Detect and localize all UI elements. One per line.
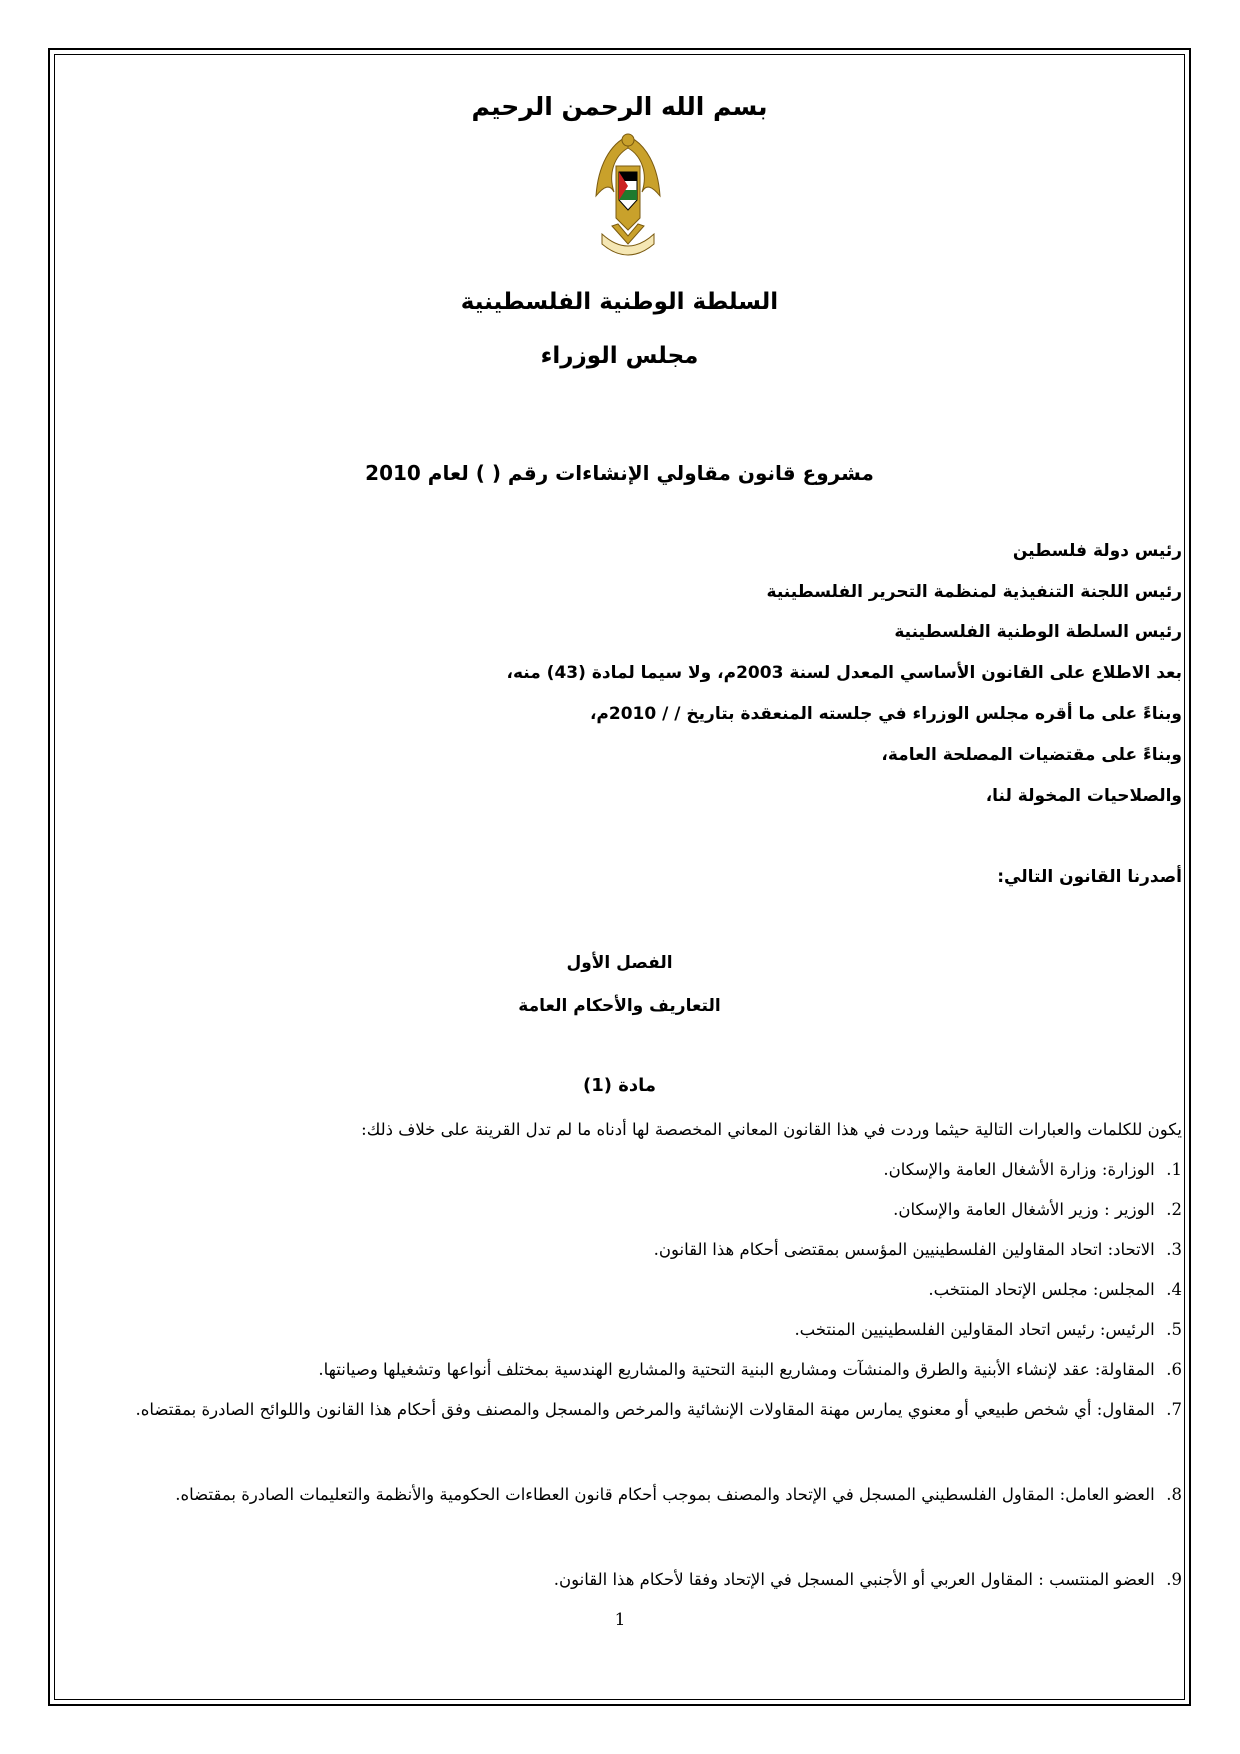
item-number: 4. xyxy=(1166,1280,1182,1299)
preamble-line: والصلاحيات المخولة لنا، xyxy=(985,786,1182,806)
item-text: الرئيس: رئيس اتحاد المقاولين الفلسطينيين المنتخب. xyxy=(794,1320,1155,1339)
basmala: بسم الله الرحمن الرحيم xyxy=(471,92,768,121)
item-text: المقاول: أي شخص طبيعي أو معنوي يمارس مهنة المقاولات الإنشائية والمرخص والمسجل والمصنف وفق أحكام هذا القانون واللوائح الصادرة بمقتضاه. xyxy=(135,1400,1155,1419)
project-title: مشروع قانون مقاولي الإنشاءات رقم ( ) لعام 2010 xyxy=(365,461,874,485)
chapter-title: الفصل الأول xyxy=(566,953,673,973)
chapter-subtitle: التعاريف والأحكام العامة xyxy=(518,996,721,1016)
item-number: 6. xyxy=(1166,1360,1182,1379)
definition-item xyxy=(112,1310,1182,1350)
item-text: المقاولة: عقد لإنشاء الأبنية والطرق والمنشآت ومشاريع البنية التحتية والمشاريع الهندسية بمختلف أنواعها وتشغيلها وصيانتها. xyxy=(318,1360,1155,1379)
page-number: 1 xyxy=(614,1610,626,1630)
item-number: 9. xyxy=(1166,1570,1182,1589)
preamble-line: رئيس دولة فلسطين xyxy=(1012,541,1182,561)
item-text: الوزير : وزير الأشغال العامة والإسكان. xyxy=(893,1200,1155,1219)
definition-item xyxy=(112,1230,1182,1270)
item-number: 5. xyxy=(1166,1320,1182,1339)
definition-item xyxy=(112,1150,1182,1190)
definition-item xyxy=(112,1350,1182,1390)
item-number: 8. xyxy=(1166,1485,1182,1504)
item-text: الوزارة: وزارة الأشغال العامة والإسكان. xyxy=(883,1160,1155,1179)
article-title: مادة (1) xyxy=(582,1075,657,1096)
authority-title: السلطة الوطنية الفلسطينية xyxy=(460,289,779,315)
item-number: 3. xyxy=(1166,1240,1182,1259)
item-text: العضو العامل: المقاول الفلسطيني المسجل في الإتحاد والمصنف بموجب أحكام قانون العطاءات الحكومية والأنظمة والتعليمات الصادرة بمقتضاه. xyxy=(175,1485,1155,1504)
item-number: 1. xyxy=(1166,1160,1182,1179)
preamble-line: بعد الاطلاع على القانون الأساسي المعدل لسنة 2003م، ولا سيما لمادة (43) منه، xyxy=(506,663,1182,683)
item-number: 7. xyxy=(1166,1400,1182,1419)
council-title: مجلس الوزراء xyxy=(540,343,699,369)
item-text: الاتحاد: اتحاد المقاولين الفلسطينيين المؤسس بمقتضى أحكام هذا القانون. xyxy=(653,1240,1155,1259)
definition-item xyxy=(112,1190,1182,1230)
definition-item xyxy=(112,1390,1182,1430)
item-text: العضو المنتسب : المقاول العربي أو الأجنبي المسجل في الإتحاد وفقا لأحكام هذا القانون. xyxy=(553,1570,1155,1589)
definition-item xyxy=(112,1475,1182,1515)
definition-item xyxy=(112,1560,1182,1600)
preamble-line: وبناءً على ما أقره مجلس الوزراء في جلسته المنعقدة بتاريخ / / 2010م، xyxy=(589,704,1182,724)
definition-item xyxy=(112,1270,1182,1310)
preamble-line: رئيس السلطة الوطنية الفلسطينية xyxy=(894,622,1182,642)
article-intro: يكون للكلمات والعبارات التالية حيثما وردت في هذا القانون المعاني المخصصة لها أدناه ما لم تدل القرينة على خلاف ذلك: xyxy=(361,1120,1182,1139)
item-text: المجلس: مجلس الإتحاد المنتخب. xyxy=(928,1280,1155,1299)
preamble-line: وبناءً على مقتضيات المصلحة العامة، xyxy=(881,745,1182,765)
enactment-line: أصدرنا القانون التالي: xyxy=(997,867,1182,887)
preamble-line: رئيس اللجنة التنفيذية لمنظمة التحرير الفلسطينية xyxy=(766,582,1182,602)
item-number: 2. xyxy=(1166,1200,1182,1219)
palestine-eagle-emblem-icon xyxy=(590,126,666,256)
